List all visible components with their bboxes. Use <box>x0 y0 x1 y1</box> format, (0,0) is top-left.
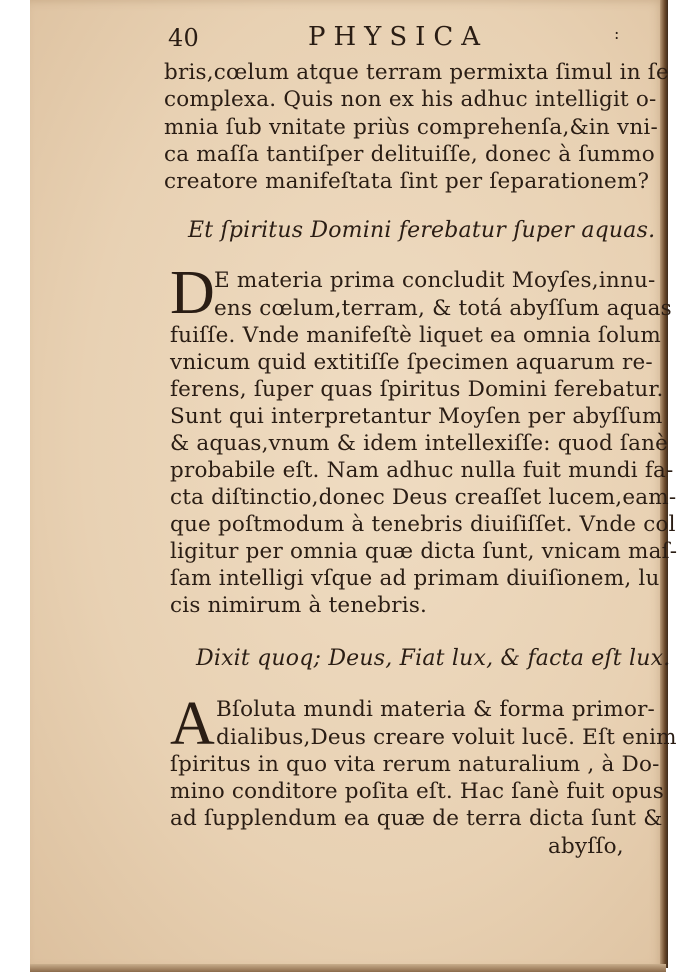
paragraph1-line-1: bris,cœlum atque terram permixta ſimul in ſe <box>164 60 669 85</box>
page-edge-bottom <box>30 964 666 972</box>
paragraph2-line-13: cis nimirum à tenebris. <box>170 593 428 618</box>
paragraph2-line-9: cta diſtinctio,donec Deus creaſſet lucem,eam- <box>170 485 677 510</box>
header-mark: : <box>614 24 620 43</box>
paragraph2-line-12: ſam intelligi vſque ad primam diuiſionem, lu <box>170 566 660 591</box>
paragraph3-line-3: ſpiritus in quo vita rerum naturalium , à Do- <box>170 752 660 777</box>
paragraph2-line-3: fuiſſe. Vnde manifeſtè liquet ea omnia ſolum <box>170 323 661 348</box>
paragraph2-line-11: ligitur per omnia quæ dicta ſunt, vnicam maſ- <box>170 539 678 564</box>
paragraph1-line-2: complexa. Quis non ex his adhuc intelligit o- <box>164 87 657 112</box>
section-heading-2: Dixit quoq; Deus, Fiat lux, & facta eſt lux. <box>196 646 671 671</box>
paragraph2-line-6: Sunt qui interpretantur Moyſen per abyſſum <box>170 404 663 429</box>
running-head: PHYSICA <box>308 22 489 52</box>
paragraph2-line-2: ens cœlum,terram, & totá abyſſum aquas <box>214 296 672 321</box>
paragraph2-line-1: E materia prima concludit Moyſes,innu- <box>214 268 656 293</box>
paragraph2-line-10: que poſtmodum à tenebris diuiſiſſet. Vnde col <box>170 512 676 537</box>
paragraph3-line-5: ad ſupplendum ea quæ de terra dicta ſunt & <box>170 806 663 831</box>
paragraph3-line-2: dialibus,Deus creare voluit lucē. Eſt enim <box>216 725 677 750</box>
dropcap-d: D <box>170 259 215 327</box>
paragraph2-line-8: probabile eſt. Nam adhuc nulla fuit mundi fa- <box>170 458 674 483</box>
paragraph3-line-4: mino conditore poſita eſt. Hac ſanè fuit opus <box>170 779 664 804</box>
dropcap-a: A <box>170 690 215 758</box>
paragraph2-line-7: & aquas,vnum & idem intellexiſſe: quod ſanè <box>170 431 669 456</box>
paragraph1-line-3: mnia ſub vnitate priùs comprehenſa,&in vni- <box>164 115 658 140</box>
paragraph1-line-4: ca maſſa tantiſper delituiſſe, donec à ſummo <box>164 142 655 167</box>
page-number: 40 <box>168 24 199 52</box>
paragraph1-line-5: creatore manifeſtata ſint per ſeparationem? <box>164 169 650 194</box>
paragraph3-line-1: Bſoluta mundi materia & forma primor- <box>216 697 656 722</box>
paragraph2-line-5: ferens, ſuper quas ſpiritus Domini ferebatur. <box>170 377 664 402</box>
paragraph2-line-4: vnicum quid extitiſſe ſpecimen aquarum re- <box>170 350 653 375</box>
section-heading-1: Et ſpiritus Domini ferebatur ſuper aquas. <box>188 218 656 243</box>
catchword: abyſſo, <box>548 834 624 859</box>
